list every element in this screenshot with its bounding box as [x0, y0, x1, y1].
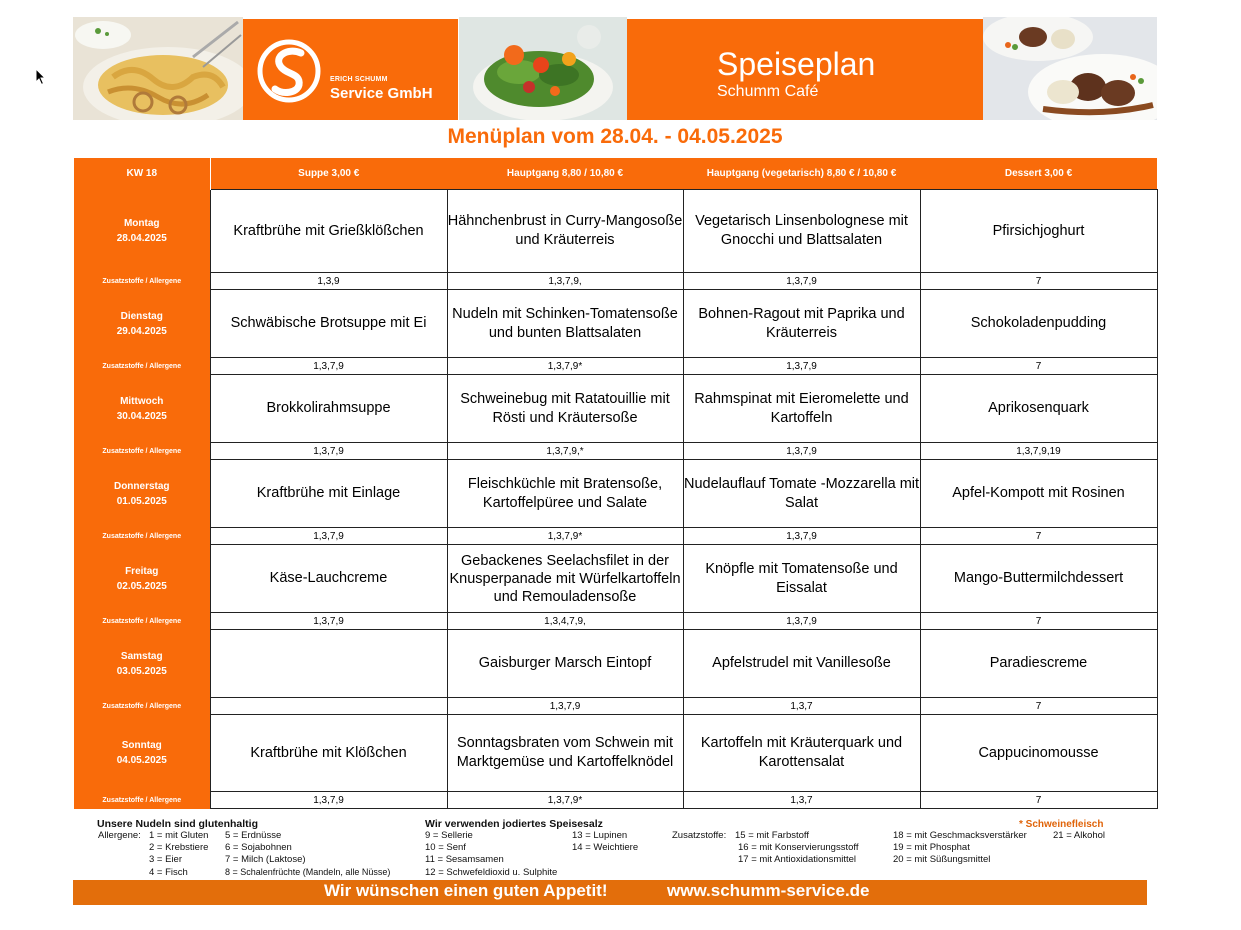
- day-name: Mittwoch: [120, 395, 164, 407]
- title-box: [627, 19, 983, 120]
- allergen-codes: 1,3,7,9: [683, 358, 920, 375]
- allergen-codes: 1,3,7,9: [210, 528, 447, 545]
- allergen-codes: 7: [920, 698, 1157, 715]
- day-date: 04.05.2025: [116, 755, 167, 766]
- allergen-codes: 1,3,7,9,*: [447, 443, 683, 460]
- header-week: KW 18: [74, 158, 210, 190]
- header-soup: Suppe 3,00 €: [210, 158, 447, 190]
- allergen-item: 3 = Eier: [149, 854, 183, 865]
- allergens-label: Allergene:: [98, 830, 141, 841]
- dessert-cell: Mango-Buttermilchdessert: [920, 545, 1157, 613]
- day-cell: [74, 375, 210, 443]
- allergen-label: Zusatzstoffe / Allergene: [74, 273, 210, 290]
- dessert-cell: Aprikosenquark: [920, 375, 1157, 443]
- allergen-codes: [210, 698, 447, 715]
- allergen-item: 1 = mit Gluten: [149, 830, 209, 841]
- allergen-item: 5 = Erdnüsse: [225, 830, 282, 841]
- main-dish-cell: Fleischküchle mit Bratensoße, Kartoffelpüree und Salate: [447, 460, 683, 528]
- soup-cell: Kraftbrühe mit Einlage: [210, 460, 447, 528]
- menu-table: [74, 158, 1158, 809]
- allergen-item: 4 = Fisch: [149, 867, 188, 878]
- vegetarian-dish-cell: Knöpfle mit Tomatensoße und Eissalat: [683, 545, 920, 613]
- allergen-codes: 1,3,7: [683, 792, 920, 809]
- day-date: 03.05.2025: [116, 665, 167, 677]
- main-dish-cell: Nudeln mit Schinken-Tomatensoße und bunten Blattsalaten: [447, 290, 683, 358]
- allergen-codes: 7: [920, 613, 1157, 630]
- allergen-codes: 1,3,7,9,19: [920, 443, 1157, 460]
- soup-cell: Brokkolirahmsuppe: [210, 375, 447, 443]
- allergen-codes: 1,3,7,9*: [447, 792, 683, 809]
- page-title: Speiseplan: [717, 46, 876, 82]
- allergen-codes: 7: [920, 358, 1157, 375]
- allergen-item: 13 = Lupinen: [572, 830, 628, 841]
- additive-item: 21 = Alkohol: [1053, 830, 1106, 841]
- allergen-item: 12 = Schwefeldioxid u. Sulphite: [425, 867, 558, 878]
- day-name: Samstag: [120, 650, 163, 662]
- dessert-cell: Apfel-Kompott mit Rosinen: [920, 460, 1157, 528]
- day-date: 01.05.2025: [116, 495, 167, 507]
- allergen-row: [74, 792, 1157, 809]
- day-cell: [74, 460, 210, 528]
- allergen-codes: 7: [920, 273, 1157, 290]
- schumm-logo-icon: [257, 39, 321, 103]
- appetit-text: Wir wünschen einen guten Appetit!: [324, 881, 608, 900]
- allergen-label: Zusatzstoffe / Allergene: [74, 792, 210, 809]
- soup-cell: [210, 630, 447, 698]
- food-photo-pasta: [73, 17, 243, 120]
- footer-banner: [73, 880, 1147, 905]
- day-name: Freitag: [125, 565, 159, 577]
- main-dish-cell: Sonntagsbraten vom Schwein mit Marktgemüse und Kartoffelknödel: [447, 715, 683, 792]
- food-photo-meatballs: [983, 17, 1157, 120]
- allergen-codes: 1,3,7,9: [447, 698, 683, 715]
- vegetarian-dish-cell: Bohnen-Ragout mit Paprika und Kräuterreis: [683, 290, 920, 358]
- allergen-row: [74, 273, 1157, 290]
- allergen-codes: 1,3,7,9,: [447, 273, 683, 290]
- vegetarian-dish-cell: Kartoffeln mit Kräuterquark und Karottensalat: [683, 715, 920, 792]
- allergen-codes: 1,3,7,9*: [447, 528, 683, 545]
- vegetarian-dish-cell: Apfelstrudel mit Vanillesoße: [683, 630, 920, 698]
- menu-date-title: Menüplan vom 28.04. - 04.05.2025: [447, 125, 783, 148]
- company-logo: [243, 19, 458, 120]
- allergen-row: [74, 613, 1157, 630]
- allergen-codes: 1,3,7,9: [210, 358, 447, 375]
- allergen-item: 11 = Sesamsamen: [425, 854, 504, 865]
- vegetarian-dish-cell: Rahmspinat mit Eieromelette und Kartoffeln: [683, 375, 920, 443]
- table-row: [74, 630, 1157, 698]
- allergen-item: 2 = Krebstiere: [149, 842, 209, 853]
- allergen-codes: 1,3,9: [210, 273, 447, 290]
- gluten-note: Unsere Nudeln sind glutenhaltig: [97, 818, 259, 830]
- additive-item: 15 = mit Farbstoff: [735, 830, 810, 841]
- allergen-codes: 7: [920, 528, 1157, 545]
- soup-cell: Kraftbrühe mit Grießklößchen: [210, 190, 447, 273]
- page-subtitle: Schumm Café: [717, 83, 819, 100]
- table-row: [74, 460, 1157, 528]
- food-photo-salad: [459, 17, 627, 120]
- allergen-label: Zusatzstoffe / Allergene: [74, 613, 210, 630]
- header-banner: [73, 17, 1157, 120]
- menu-table-body: [74, 190, 1157, 809]
- main-dish-cell: Gaisburger Marsch Eintopf: [447, 630, 683, 698]
- allergen-codes: 1,3,7,9: [683, 613, 920, 630]
- table-row: [74, 290, 1157, 358]
- allergen-codes: 1,3,7: [683, 698, 920, 715]
- mouse-cursor-icon: [35, 68, 47, 86]
- table-row: [74, 545, 1157, 613]
- day-date: 30.04.2025: [116, 410, 167, 422]
- allergen-row: [74, 358, 1157, 375]
- main-dish-cell: Schweinebug mit Ratatouillie mit Rösti und Kräutersoße: [447, 375, 683, 443]
- header-dessert: Dessert 3,00 €: [920, 158, 1157, 190]
- footer-legend: [73, 818, 1157, 880]
- day-date: 28.04.2025: [116, 233, 167, 244]
- allergen-codes: 1,3,7,9: [210, 613, 447, 630]
- allergen-label: Zusatzstoffe / Allergene: [74, 358, 210, 375]
- allergen-codes: 1,3,7,9: [683, 443, 920, 460]
- day-name: Donnerstag: [113, 480, 170, 492]
- day-name: Montag: [123, 218, 160, 229]
- salt-note: Wir verwenden jodiertes Speisesalz: [425, 818, 603, 830]
- website-link[interactable]: www.schumm-service.de: [667, 881, 870, 900]
- additives-label: Zusatzstoffe:: [672, 830, 727, 841]
- soup-cell: Käse-Lauchcreme: [210, 545, 447, 613]
- allergen-codes: 1,3,7,9: [683, 273, 920, 290]
- day-date: 29.04.2025: [116, 325, 167, 337]
- allergen-codes: 1,3,7,9: [210, 443, 447, 460]
- allergen-row: [74, 528, 1157, 545]
- allergen-item: 9 = Sellerie: [425, 830, 473, 841]
- dessert-cell: Paradiescreme: [920, 630, 1157, 698]
- dessert-cell: Cappucinomousse: [920, 715, 1157, 792]
- dessert-cell: Pfirsichjoghurt: [920, 190, 1157, 273]
- allergen-label: Zusatzstoffe / Allergene: [74, 528, 210, 545]
- main-dish-cell: Gebackenes Seelachsfilet in der Knusperpanade mit Würfelkartoffeln und Remouladensoße: [447, 545, 683, 613]
- logo-small-text: ERICH SCHUMM: [330, 76, 388, 83]
- table-header-row: [74, 158, 1157, 190]
- day-date: 02.05.2025: [116, 580, 167, 592]
- additive-item: 19 = mit Phosphat: [893, 842, 970, 853]
- allergen-item: 14 = Weichtiere: [572, 842, 639, 853]
- dessert-cell: Schokoladenpudding: [920, 290, 1157, 358]
- allergen-label: Zusatzstoffe / Allergene: [74, 698, 210, 715]
- soup-cell: Kraftbrühe mit Klößchen: [210, 715, 447, 792]
- table-row: [74, 190, 1157, 273]
- allergen-item: 7 = Milch (Laktose): [225, 854, 306, 865]
- table-row: [74, 375, 1157, 443]
- additive-item: 18 = mit Geschmacksverstärker: [893, 830, 1027, 841]
- day-cell: [74, 545, 210, 613]
- logo-company-name: Service GmbH: [330, 85, 433, 102]
- day-cell: [74, 290, 210, 358]
- vegetarian-dish-cell: Vegetarisch Linsenbolognese mit Gnocchi und Blattsalaten: [683, 190, 920, 273]
- day-name: Sonntag: [121, 740, 162, 751]
- header-main: Hauptgang 8,80 / 10,80 €: [447, 158, 683, 190]
- allergen-codes: 1,3,7,9: [210, 792, 447, 809]
- table-row: [74, 715, 1157, 792]
- vegetarian-dish-cell: Nudelauflauf Tomate -Mozzarella mit Salat: [683, 460, 920, 528]
- allergen-label: Zusatzstoffe / Allergene: [74, 443, 210, 460]
- allergen-codes: 1,3,7,9: [683, 528, 920, 545]
- pork-note: * Schweinefleisch: [1019, 819, 1104, 830]
- allergen-item: 10 = Senf: [425, 842, 466, 853]
- allergen-row: [74, 443, 1157, 460]
- additive-item: 20 = mit Süßungsmittel: [893, 854, 991, 865]
- day-name: Dienstag: [120, 310, 163, 322]
- allergen-codes: 7: [920, 792, 1157, 809]
- soup-cell: Schwäbische Brotsuppe mit Ei: [210, 290, 447, 358]
- allergen-codes: 1,3,4,7,9,: [447, 613, 683, 630]
- allergen-row: [74, 698, 1157, 715]
- day-cell: [74, 715, 210, 792]
- day-cell: [74, 190, 210, 273]
- allergen-item: 6 = Sojabohnen: [225, 842, 292, 853]
- allergen-codes: 1,3,7,9*: [447, 358, 683, 375]
- additive-item: 16 = mit Konservierungsstoff: [738, 842, 859, 853]
- day-cell: [74, 630, 210, 698]
- main-dish-cell: Hähnchenbrust in Curry-Mangosoße und Kräuterreis: [447, 190, 683, 273]
- header-vegetarian: Hauptgang (vegetarisch) 8,80 € / 10,80 €: [683, 158, 920, 190]
- additive-item: 17 = mit Antioxidationsmittel: [738, 854, 857, 865]
- allergen-item: 8 = Schalenfrüchte (Mandeln, alle Nüsse): [225, 867, 391, 877]
